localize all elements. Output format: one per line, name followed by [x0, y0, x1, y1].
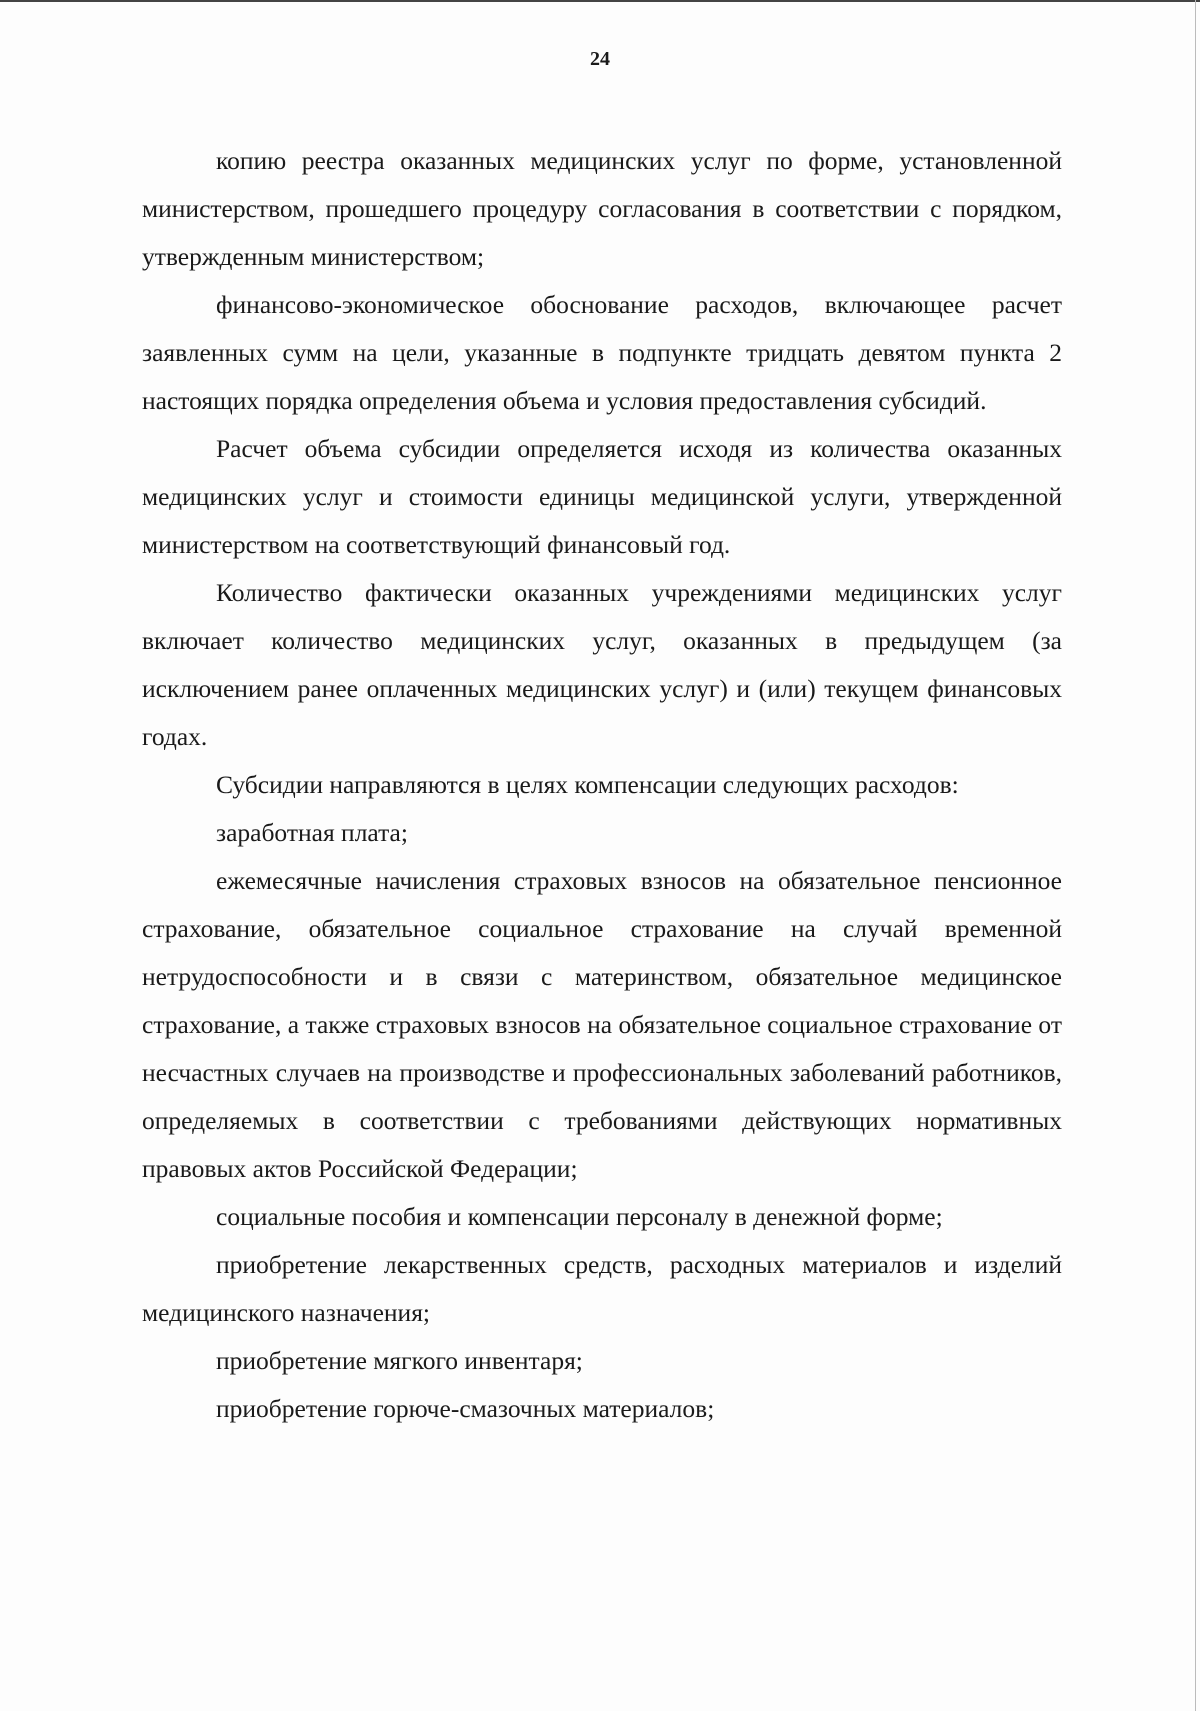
paragraph-subsidy-purposes: Субсидии направляются в целях компенсации следующих расходов:: [216, 770, 959, 799]
list-item-soft-inventory: приобретение мягкого инвентаря;: [216, 1346, 583, 1375]
list-item-insurance-contributions: ежемесячные начисления страховых взносов на обязательное пенсионное страхование, обязательное социальное страхование на случай временной нетрудоспособности и в связи с материнством, обязательное медицинское страхование, а также страховых взносов на обязательное социальное страхование от несчастных случаев на производстве и профессиональных заболеваний работников, определяемых в соответствии с требованиями действующих нормативных правовых актов Российской Федерации;: [142, 866, 1062, 1183]
scan-edge-right: [1195, 0, 1196, 1711]
paragraph-subsidy-calculation: Расчет объема субсидии определяется исходя из количества оказанных медицинских услуг и стоимости единицы медицинской услуги, утвержденной министерством на соответствующий финансовый год.: [142, 434, 1062, 559]
list-item-social-benefits: социальные пособия и компенсации персоналу в денежной форме;: [216, 1202, 943, 1231]
scan-edge-top: [0, 0, 1200, 2]
document-body: [142, 137, 1062, 1433]
list-item-fuel-lubricants: приобретение горюче-смазочных материалов;: [216, 1394, 715, 1423]
list-item-medicines: приобретение лекарственных средств, расходных материалов и изделий медицинского назначения;: [142, 1250, 1062, 1327]
paragraph-registry-copy: копию реестра оказанных медицинских услуг по форме, установленной министерством, прошедшего процедуру согласования в соответствии с порядком, утвержденным министерством;: [142, 146, 1062, 271]
paragraph-financial-justification: финансово-экономическое обоснование расходов, включающее расчет заявленных сумм на цели, указанные в подпункте тридцать девятом пункта 2 настоящих порядка определения объема и условия предоставления субсидий.: [142, 290, 1062, 415]
list-item-salary: заработная плата;: [216, 818, 408, 847]
paragraph-services-count: Количество фактически оказанных учреждениями медицинских услуг включает количество медицинских услуг, оказанных в предыдущем (за исключением ранее оплаченных медицинских услуг) и (или) текущем финансовых годах.: [142, 578, 1062, 751]
page-number: 24: [590, 48, 610, 70]
